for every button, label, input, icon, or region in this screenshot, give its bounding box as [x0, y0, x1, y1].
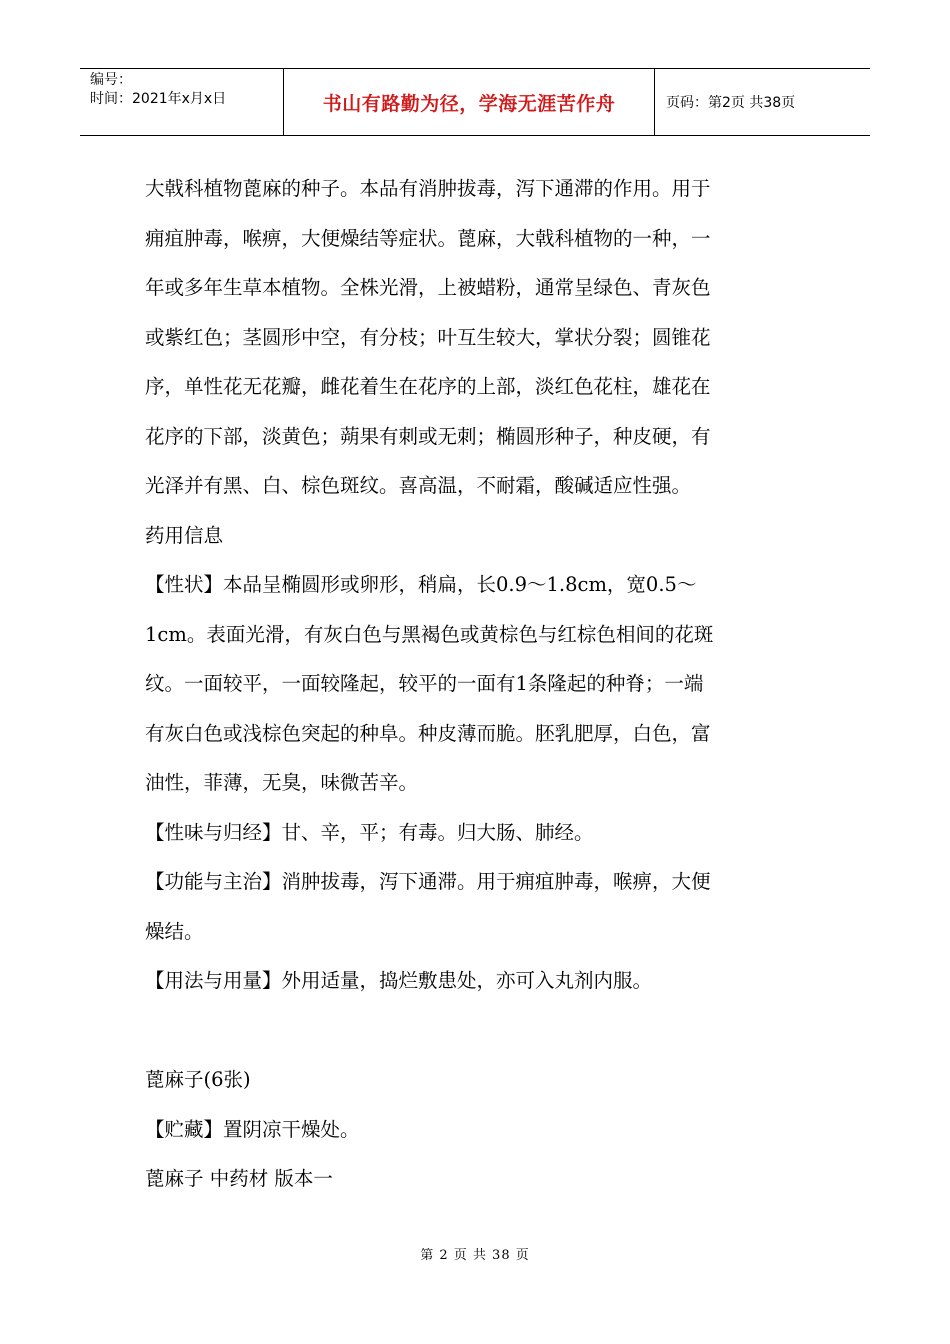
body-line: 蓖麻子 中药材 版本一	[145, 1167, 333, 1190]
header-motto: 书山有路勤为径，学海无涯苦作舟	[283, 69, 655, 135]
blank-line	[145, 1006, 795, 1056]
document-number-label: 编号：	[90, 72, 132, 88]
body-line: 油性，菲薄，无臭，味微苦辛。	[145, 771, 419, 794]
body-line: 纹。一面较平，一面较隆起，较平的一面有1条隆起的种脊；一端	[145, 672, 704, 695]
body-line: 【性味与归经】甘、辛，平；有毒。归大肠、肺经。	[145, 820, 594, 844]
body-line: 光泽并有黑、白、棕色斑纹。喜高温，不耐霜，酸碱适应性强。	[145, 474, 692, 497]
body-line: 有灰白色或浅棕色突起的种阜。种皮薄而脆。胚乳肥厚，白色，富	[145, 721, 711, 745]
document-date: 时间：2021年x月x日	[90, 91, 227, 107]
body-line: 【贮藏】置阴凉干燥处。	[145, 1117, 360, 1141]
body-line: 【功能与主治】消肿拔毒，泻下通滞。用于痈疽肿毒，喉痹，大便	[145, 870, 711, 893]
body-line: 年或多年生草本植物。全株光滑，上被蜡粉，通常呈绿色、青灰色	[145, 276, 711, 299]
page-header	[80, 68, 870, 136]
body-line: 燥结。	[145, 919, 204, 943]
body-line: 【性状】本品呈椭圆形或卵形，稍扁，长0.9～1.8cm，宽0.5～	[145, 573, 697, 596]
document-body	[145, 164, 795, 1204]
image-caption: 蓖麻子(6张)	[145, 1068, 251, 1091]
body-line: 序，单性花无花瓣，雌花着生在花序的上部，淡红色花柱，雄花在	[145, 375, 711, 398]
header-meta	[80, 69, 283, 135]
body-line: 或紫红色；茎圆形中空，有分枝；叶互生较大，掌状分裂；圆锥花	[145, 325, 711, 349]
page-footer: 第 2 页 共 38 页	[420, 1248, 530, 1263]
body-line: 1cm。表面光滑，有灰白色与黑褐色或黄棕色与红棕色相间的花斑	[145, 622, 714, 646]
body-line: 大戟科植物蓖麻的种子。本品有消肿拔毒，泻下通滞的作用。用于	[145, 177, 711, 200]
body-line: 痈疽肿毒，喉痹，大便燥结等症状。蓖麻，大戟科植物的一种，一	[145, 226, 711, 250]
body-line: 花序的下部，淡黄色；蒴果有刺或无刺；椭圆形种子，种皮硬，有	[145, 424, 711, 448]
body-line: 【用法与用量】外用适量，捣烂敷患处，亦可入丸剂内服。	[145, 969, 653, 992]
header-page-info: 页码：第2页 共38页	[666, 95, 796, 111]
section-heading: 药用信息	[145, 523, 224, 547]
